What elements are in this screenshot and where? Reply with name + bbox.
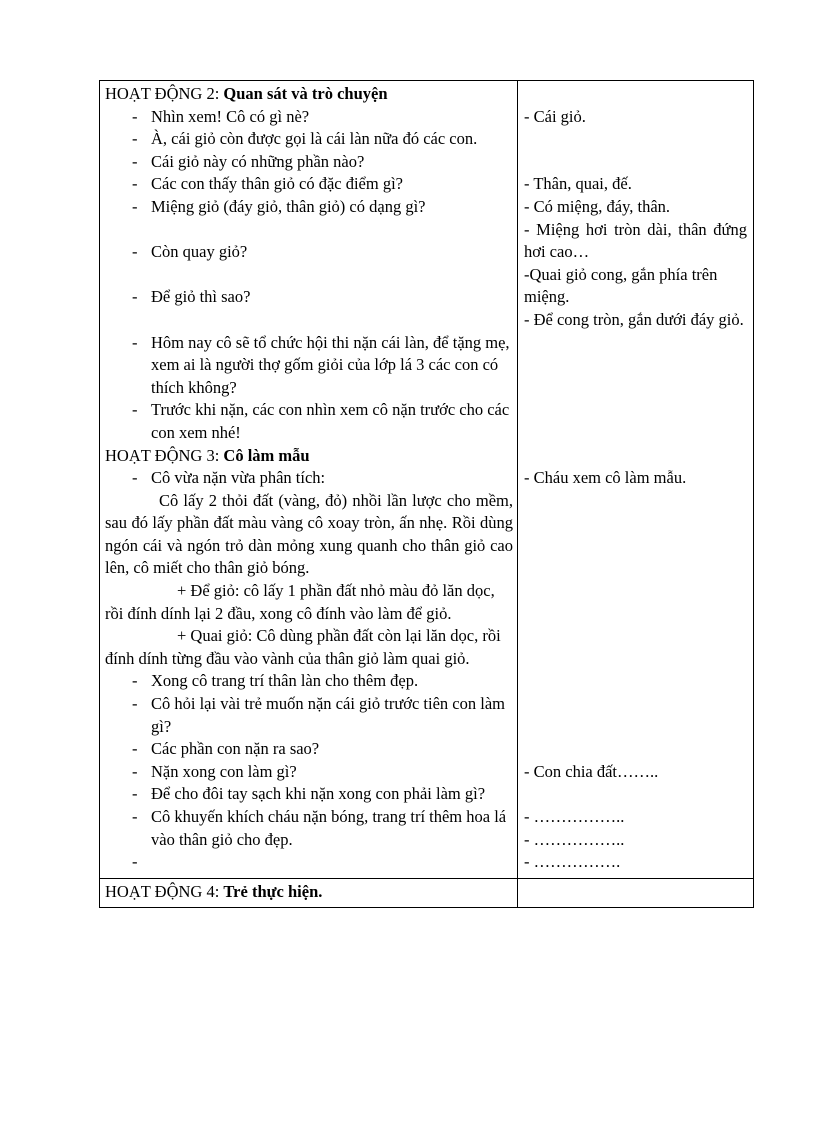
child-responses-cell [518, 81, 754, 879]
list-item: - Cô hỏi lại vài trẻ muốn nặn cái giỏ trước tiên con làm gì? [132, 694, 505, 736]
list-item: - Cô khuyến khích cháu nặn bóng, trang trí thêm hoa lá vào thân giỏ cho đẹp. [132, 807, 507, 849]
list-item: - Để cho đôi tay sạch khi nặn xong con phải làm gì? [132, 784, 486, 804]
list-item: - Miệng giỏ (đáy giỏ, thân giỏ) có dạng gì? [132, 196, 426, 216]
demo-paragraph-base: + Để giỏ: cô lấy 1 phần đất nhỏ màu đỏ lăn dọc, rồi đính dính lại 2 đầu, xong cô đính vào làm để giỏ. [105, 581, 495, 623]
response-item: - Có miệng, đáy, thân. [524, 196, 671, 216]
table-row [100, 878, 754, 908]
list-item: - [132, 852, 138, 872]
response-item: - ……………. [524, 852, 621, 872]
activity3-heading: HOẠT ĐỘNG 3: Cô làm mẫu [105, 445, 310, 465]
response-item: - Thân, quai, đế. [524, 174, 632, 194]
teacher-activities-cell [100, 81, 518, 879]
list-item: - Để giỏ thì sao? [132, 287, 251, 307]
response-item: - …………….. [524, 807, 625, 826]
activity4-cell [100, 878, 518, 908]
response-item: - Con chia đất…….. [524, 761, 659, 781]
demo-paragraph-handle: + Quai giỏ: Cô dùng phần đất còn lại lăn dọc, rồi đính dính từng đầu vào vành của thân giỏ làm quai giỏ. [105, 626, 501, 668]
activity2-heading: HOẠT ĐỘNG 2: Quan sát và trò chuyện [105, 84, 388, 103]
list-item: - Còn quay giỏ? [132, 242, 248, 262]
response-item: - Miệng hơi tròn dài, thân đứng hơi cao… [524, 219, 747, 262]
activity4-response-cell [518, 878, 754, 908]
list-item: - Trước khi nặn, các con nhìn xem cô nặn trước cho các con xem nhé! [132, 400, 510, 442]
response-item: -Quai giỏ cong, gắn phía trên miệng. [524, 264, 718, 307]
response-item: - Cái giỏ. [524, 106, 586, 126]
list-item: - Hôm nay cô sẽ tổ chức hội thi nặn cái làn, để tặng mẹ, xem ai là người thợ gốm giỏi của lớp lá 3 các con có thích không? [132, 332, 510, 397]
list-item: - Nhìn xem! Cô có gì nè? [132, 106, 310, 126]
list-item: - Cô vừa nặn vừa phân tích: [132, 468, 326, 488]
response-item: - Để cong tròn, gắn dưới đáy giỏ. [524, 309, 744, 329]
list-item: - Nặn xong con làm gì? [132, 761, 297, 781]
list-item: - Cái giỏ này có những phần nào? [132, 151, 365, 171]
list-item: - À, cái giỏ còn được gọi là cái làn nữa đó các con. [132, 129, 478, 149]
demo-paragraph-body: Cô lấy 2 thỏi đất (vàng, đỏ) nhồi lần lược cho mềm, sau đó lấy phần đất màu vàng cô xoay tròn, ấn nhẹ. Rồi dùng ngón cái và ngón trỏ dàn mỏng xung quanh cho thân giỏ cao lên, cô miết cho thân giỏ bóng. [105, 490, 513, 578]
list-item: - Xong cô trang trí thân làn cho thêm đẹp. [132, 671, 419, 691]
lesson-plan-table [99, 80, 754, 908]
response-item: - Cháu xem cô làm mẫu. [524, 468, 687, 488]
activity4-heading: HOẠT ĐỘNG 4: Trẻ thực hiện. [105, 881, 323, 901]
table-row [100, 81, 754, 879]
list-item: - Các con thấy thân giỏ có đặc điểm gì? [132, 174, 403, 194]
list-item: - Các phần con nặn ra sao? [132, 739, 320, 759]
response-item: - …………….. [524, 829, 625, 849]
